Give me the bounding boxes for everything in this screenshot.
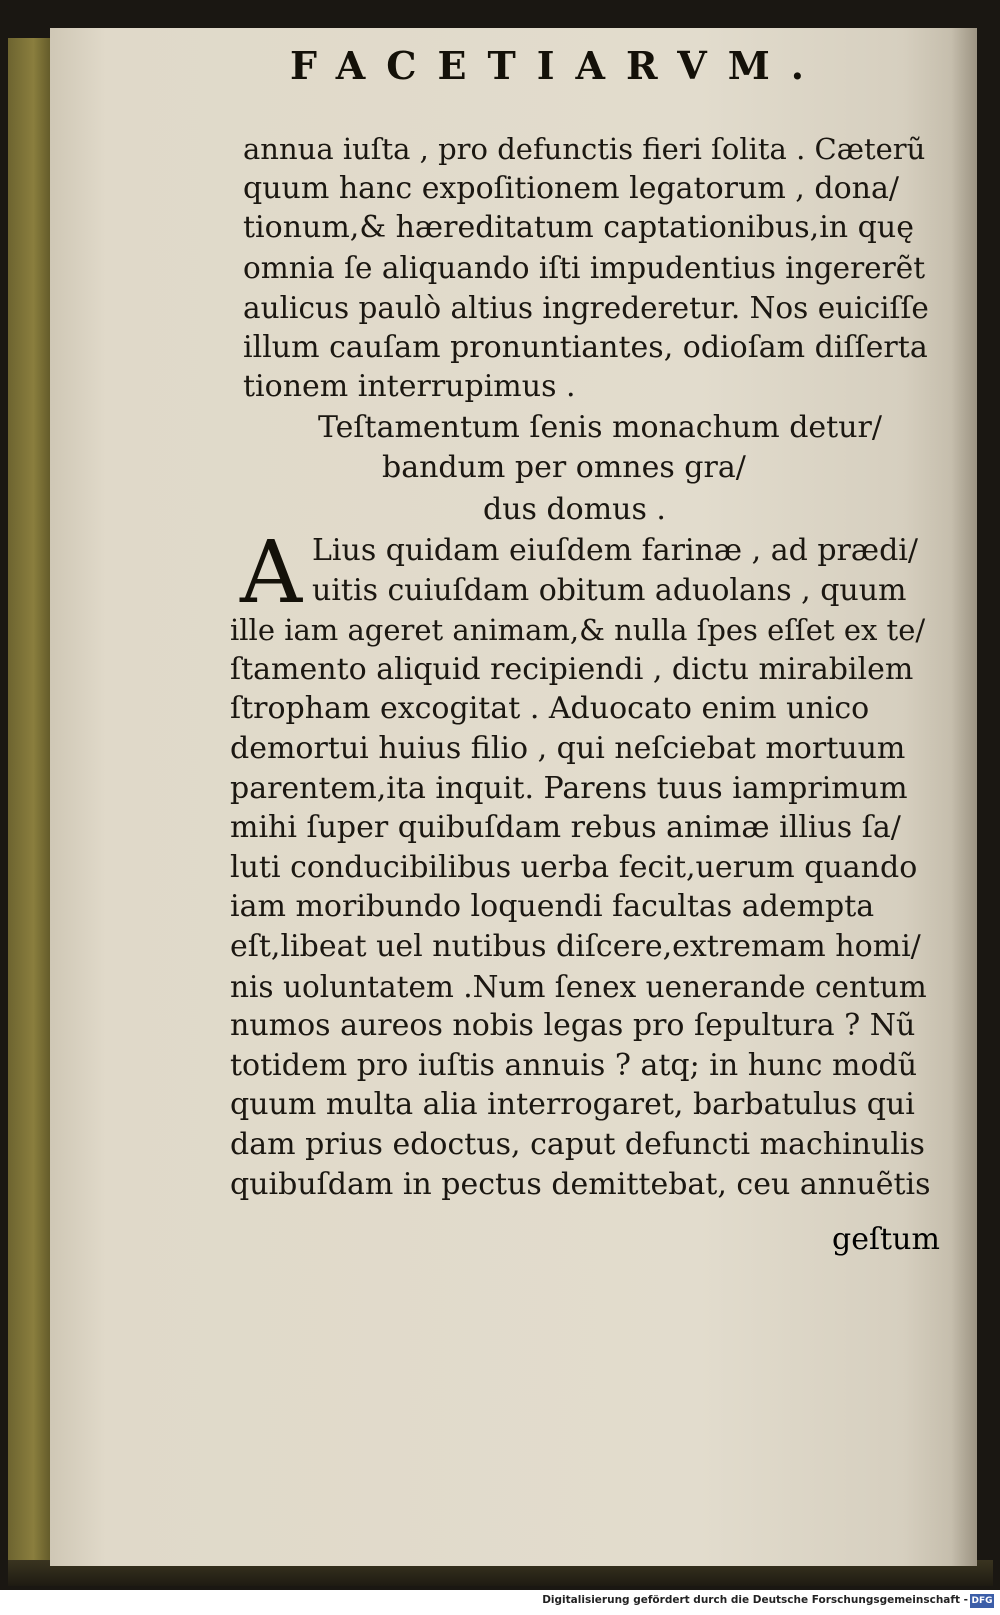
text-line: numos aureos nobis legas pro ſepultura ? Nũ	[230, 1008, 916, 1044]
heading-line: dus domus .	[483, 492, 666, 527]
dfg-logo-icon: DFG	[971, 1596, 993, 1606]
page-gutter-shadow	[951, 28, 977, 1566]
text-line: mihi ſuper quibuſdam rebus animæ illius ſa/	[230, 810, 901, 846]
text-line: ſtropham excogitat . Aduocato enim unico	[230, 691, 870, 727]
text-line: aulicus paulò altius ingrederetur. Nos euiciſſe	[243, 290, 929, 325]
funding-credit: Digitalisierung gefördert durch die Deutsche Forschungsgemeinschaft -	[542, 1594, 968, 1606]
drop-cap: A	[240, 523, 303, 623]
text-line: quibuſdam in pectus demittebat, ceu annuẽtis	[230, 1166, 931, 1202]
heading-line: bandum per omnes gra/	[382, 450, 746, 485]
text-line: iam moribundo loquendi facultas adempta	[230, 889, 875, 925]
text-line: quum hanc expoſitionem legatorum , dona/	[243, 170, 899, 206]
text-line: tionem interrupimus .	[243, 369, 576, 405]
text-line: nis uoluntatem .Num ſenex uenerande centum	[230, 969, 927, 1004]
text-line: eſt,libeat uel nutibus diſcere,extremam homi/	[230, 929, 921, 964]
text-line: ille iam ageret animam,& nulla ſpes eſſet ex te/	[230, 613, 926, 648]
text-line: parentem,ita inquit. Parens tuus iamprimum	[230, 770, 908, 806]
catchword: geſtum	[832, 1222, 940, 1257]
text-line: Lius quidam eiuſdem farinæ , ad prædi/	[312, 533, 919, 568]
text-line: uitis cuiuſdam obitum aduolans , quum	[312, 572, 907, 608]
text-line: totidem pro iuſtis annuis ? atq; in hunc modũ	[230, 1047, 918, 1083]
text-line: quum multa alia interrogaret, barbatulus qui	[230, 1087, 915, 1123]
text-line: illum cauſam pronuntiantes, odioſam diſſerta	[243, 329, 928, 365]
footer-bar	[0, 1590, 1000, 1615]
heading-line: Teſtamentum ſenis monachum detur/	[318, 410, 882, 445]
text-line: omnia ſe aliquando iſti impudentius ingererẽt	[243, 251, 926, 286]
book-cover-edge	[8, 38, 54, 1585]
running-header: FACETIARVM.	[290, 43, 825, 88]
text-line: dam prius edoctus, caput defuncti machinulis	[230, 1127, 925, 1162]
text-line: demortui huius filio , qui neſciebat mortuum	[230, 731, 906, 766]
text-line: annua iuſta , pro defunctis fieri ſolita . Cæterũ	[243, 132, 926, 166]
text-line: ſtamento aliquid recipiendi , dictu mirabilem	[230, 651, 914, 687]
text-line: tionum,& hæreditatum captationibus,in quę	[243, 210, 914, 246]
text-line: luti conducibilibus uerba fecit,uerum quando	[230, 849, 918, 885]
